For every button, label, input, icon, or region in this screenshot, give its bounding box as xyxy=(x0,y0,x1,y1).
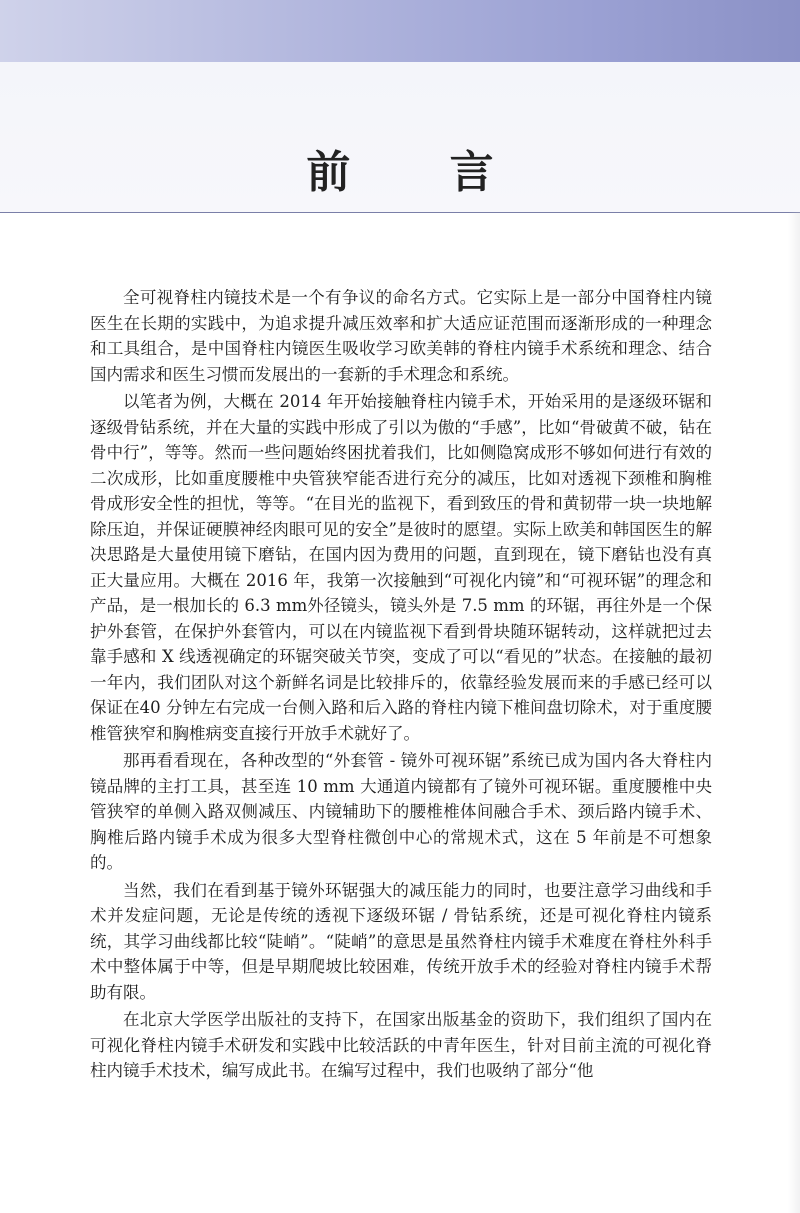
paragraph-4: 当然，我们在看到基于镜外环锯强大的减压能力的同时，也要注意学习曲线和手术并发症问题，无论是传统的透视下逐级环锯 / 骨钻系统，还是可视化脊柱内镜系统，其学习曲线都比较“陡峭”。“陡峭”的意思是虽然脊柱内镜手术难度在脊柱外科手术中整体属于中等，但是早期爬坡比较困难，传统开放手术的经验对脊柱内镜手术帮助有限。 xyxy=(90,880,712,1002)
paragraph-2: 以笔者为例，大概在 2014 年开始接触脊柱内镜手术，开始采用的是逐级环锯和逐级骨钻系统，并在大量的实践中形成了引以为傲的“手感”，比如“骨破黄不破，钻在骨中行”，等等。然而一些问题始终困扰着我们，比如侧隐窝成形不够如何进行有效的二次成形，比如重度腰椎中央管狭窄能否进行充分的减压，比如对透视下颈椎和胸椎骨成形安全性的担忧，等等。“在目光的监视下，看到致压的骨和黄韧带一块一块地解除压迫，并保证硬膜神经肉眼可见的安全”是彼时的愿望。实际上欧美和韩国医生的解决思路是大量使用镜下磨钻，在国内因为费用的问题，直到现在，镜下磨钻也没有真正大量应用。大概在 2016 年，我第一次接触到“可视化内镜”和“可视环锯”的理念和产品，是一根加长的 6.3 mm外径镜头，镜头外是 7.5 mm 的环锯，再往外是一个保护外套管，在保护外套管内，可以在内镜监视下看到骨块随环锯转动，这样就把过去靠手感和 X 线透视确定的环锯突破关节突，变成了可以“看见的”状态。在接触的最初一年内，我们团队对这个新鲜名词是比较排斥的，依靠经验发展而来的手感已经可以保证在40 分钟左右完成一台侧入路和后入路的脊柱内镜下椎间盘切除术，对于重度腰椎管狭窄和胸椎病变直接行开放手术就好了。 xyxy=(90,392,712,743)
paragraph-3: 那再看看现在，各种改型的“外套管 - 镜外可视环锯”系统已成为国内各大脊柱内镜品牌的主打工具，甚至连 10 mm 大通道内镜都有了镜外可视环锯。重度腰椎中央管狭窄的单侧入路双侧减压、内镜辅助下的腰椎椎体间融合手术、颈后路内镜手术、胸椎后路内镜手术成为很多大型脊柱微创中心的常规术式，这在 5 年前是不可想象的。 xyxy=(90,751,712,872)
page-edge-shadow xyxy=(788,212,800,1213)
paragraph-5: 在北京大学医学出版社的支持下，在国家出版基金的资助下，我们组织了国内在可视化脊柱内镜手术研发和实践中比较活跃的中青年医生，针对目前主流的可视化脊柱内镜手术技术，编写成此书。在编写过程中，我们也吸纳了部分“他 xyxy=(90,1010,712,1080)
preface-body xyxy=(90,285,712,1086)
header-color-band xyxy=(0,0,800,62)
paragraph-1: 全可视脊柱内镜技术是一个有争议的命名方式。它实际上是一部分中国脊柱内镜医生在长期的实践中，为追求提升减压效率和扩大适应证范围而逐渐形成的一种理念和工具组合，是中国脊柱内镜医生吸收学习欧美韩的脊柱内镜手术系统和理念、结合国内需求和医生习惯而发展出的一套新的手术理念和系统。 xyxy=(90,288,712,384)
page-title: 前 言 xyxy=(306,147,536,199)
